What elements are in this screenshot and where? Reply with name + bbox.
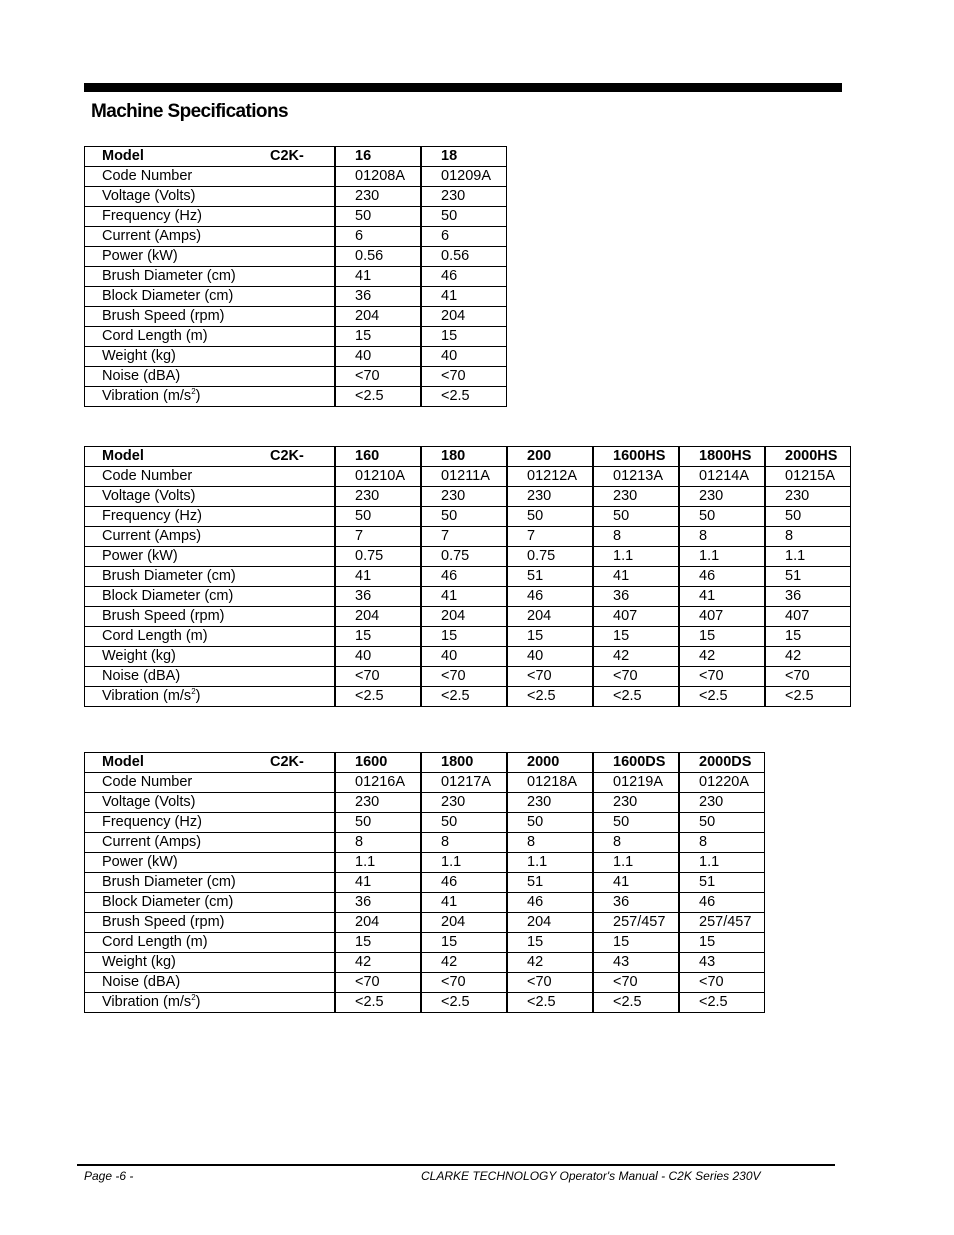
spec-table-1 xyxy=(84,146,507,407)
table-row xyxy=(85,627,851,647)
vibration-label-close: ) xyxy=(195,688,201,704)
table-cell: 204 xyxy=(335,307,421,327)
table-row xyxy=(85,607,851,627)
table-cell: 15 xyxy=(507,933,593,953)
table-cell: 230 xyxy=(335,187,421,207)
table-cell: 42 xyxy=(335,953,421,973)
table-cell: 8 xyxy=(679,527,765,547)
table-cell: 15 xyxy=(335,933,421,953)
table-row xyxy=(85,187,507,207)
table-cell: 46 xyxy=(421,873,507,893)
table-cell: 230 xyxy=(765,487,851,507)
model-header: 1800 xyxy=(421,753,507,773)
footer-manual-title: CLARKE TECHNOLOGY Operator's Manual - C2K Series 230V xyxy=(421,1169,761,1183)
row-label: Current (Amps) xyxy=(85,833,336,853)
table-cell: 50 xyxy=(507,813,593,833)
table-cell: 1.1 xyxy=(335,853,421,873)
table-cell: 7 xyxy=(335,527,421,547)
vibration-label-exponent: 2 xyxy=(191,687,196,697)
row-label: Block Diameter (cm) xyxy=(85,287,336,307)
table-cell: 01216A xyxy=(335,773,421,793)
table-cell: 46 xyxy=(421,567,507,587)
footer-rule xyxy=(77,1164,835,1166)
row-label: Brush Diameter (cm) xyxy=(85,267,336,287)
vibration-label-close: ) xyxy=(195,388,201,404)
table-cell: 41 xyxy=(335,567,421,587)
series-prefix: C2K- xyxy=(270,448,304,464)
model-label: Model xyxy=(102,448,144,464)
table-cell: 230 xyxy=(421,793,507,813)
row-label: Frequency (Hz) xyxy=(85,813,336,833)
table-cell: 0.75 xyxy=(335,547,421,567)
model-header: 1800HS xyxy=(679,447,765,467)
table-row xyxy=(85,367,507,387)
table-cell: 36 xyxy=(335,893,421,913)
table-cell: <2.5 xyxy=(593,687,679,707)
table-cell: 15 xyxy=(421,627,507,647)
model-label: Model xyxy=(102,148,144,164)
table-cell: 42 xyxy=(507,953,593,973)
table-cell: <70 xyxy=(679,973,765,993)
table-row xyxy=(85,307,507,327)
table-row xyxy=(85,893,765,913)
table-header-row xyxy=(85,753,765,773)
table-cell: 36 xyxy=(593,587,679,607)
table-cell: 1.1 xyxy=(507,853,593,873)
table-cell: 7 xyxy=(507,527,593,547)
table-cell: 204 xyxy=(421,913,507,933)
table-cell: 230 xyxy=(421,487,507,507)
table-row xyxy=(85,467,851,487)
table-cell: <70 xyxy=(507,667,593,687)
row-label: Code Number xyxy=(85,773,336,793)
model-label: Model xyxy=(102,754,144,770)
table-cell: 40 xyxy=(335,647,421,667)
table-cell: 1.1 xyxy=(765,547,851,567)
table-row xyxy=(85,647,851,667)
table-cell: <2.5 xyxy=(335,993,421,1013)
table-cell: 01208A xyxy=(335,167,421,187)
table-cell: <2.5 xyxy=(679,993,765,1013)
table-cell: 50 xyxy=(507,507,593,527)
table-cell: 41 xyxy=(421,587,507,607)
table-cell: 01214A xyxy=(679,467,765,487)
table-row xyxy=(85,913,765,933)
row-label xyxy=(85,687,336,707)
table-cell: 40 xyxy=(507,647,593,667)
table-row xyxy=(85,587,851,607)
table-cell: 8 xyxy=(421,833,507,853)
table-row xyxy=(85,773,765,793)
table-cell: 1.1 xyxy=(679,547,765,567)
table-cell: <2.5 xyxy=(421,687,507,707)
model-header: 200 xyxy=(507,447,593,467)
table-cell: 204 xyxy=(421,607,507,627)
table-row xyxy=(85,247,507,267)
row-label: Cord Length (m) xyxy=(85,327,336,347)
table-cell: <70 xyxy=(421,667,507,687)
table-cell: 407 xyxy=(679,607,765,627)
table-row xyxy=(85,507,851,527)
table-cell: 15 xyxy=(507,627,593,647)
table-cell: 1.1 xyxy=(593,547,679,567)
vibration-label-close: ) xyxy=(195,994,201,1010)
table-cell: 01215A xyxy=(765,467,851,487)
table-row xyxy=(85,287,507,307)
row-label: Block Diameter (cm) xyxy=(85,587,336,607)
table-cell: <2.5 xyxy=(765,687,851,707)
table-cell: 50 xyxy=(679,507,765,527)
table-row xyxy=(85,227,507,247)
table-row xyxy=(85,487,851,507)
row-label: Cord Length (m) xyxy=(85,933,336,953)
table-cell: 8 xyxy=(507,833,593,853)
row-label: Voltage (Volts) xyxy=(85,487,336,507)
table-cell: 41 xyxy=(335,267,421,287)
model-header-cell xyxy=(85,147,336,167)
table-cell: 41 xyxy=(593,567,679,587)
table-cell: 46 xyxy=(421,267,507,287)
table-cell: 50 xyxy=(335,813,421,833)
table-cell: 8 xyxy=(335,833,421,853)
row-label: Power (kW) xyxy=(85,547,336,567)
series-prefix: C2K- xyxy=(270,148,304,164)
header-rule xyxy=(84,83,842,92)
table-row xyxy=(85,207,507,227)
table-cell: 41 xyxy=(593,873,679,893)
table-cell: 42 xyxy=(765,647,851,667)
table-cell: 01219A xyxy=(593,773,679,793)
table-cell: 01213A xyxy=(593,467,679,487)
model-header-cell xyxy=(85,447,336,467)
table-cell: 15 xyxy=(593,933,679,953)
table-cell: 50 xyxy=(593,507,679,527)
table-cell: <70 xyxy=(765,667,851,687)
table-cell: 46 xyxy=(507,893,593,913)
table-cell: 42 xyxy=(679,647,765,667)
table-cell: 1.1 xyxy=(679,853,765,873)
row-label: Weight (kg) xyxy=(85,953,336,973)
table-cell: 42 xyxy=(421,953,507,973)
table-cell: 15 xyxy=(593,627,679,647)
table-cell: 41 xyxy=(679,587,765,607)
table-cell: 230 xyxy=(679,487,765,507)
table-cell: 51 xyxy=(765,567,851,587)
table-cell: 46 xyxy=(507,587,593,607)
table-cell: <70 xyxy=(507,973,593,993)
row-label: Weight (kg) xyxy=(85,347,336,367)
table-cell: 407 xyxy=(765,607,851,627)
page-title: Machine Specifications xyxy=(91,101,288,122)
table-cell: 15 xyxy=(679,627,765,647)
row-label: Cord Length (m) xyxy=(85,627,336,647)
row-label: Noise (dBA) xyxy=(85,667,336,687)
row-label: Current (Amps) xyxy=(85,227,336,247)
table-cell: <2.5 xyxy=(679,687,765,707)
table-row xyxy=(85,347,507,367)
row-label: Code Number xyxy=(85,467,336,487)
model-header: 1600HS xyxy=(593,447,679,467)
table-header-row xyxy=(85,147,507,167)
table-cell: 41 xyxy=(421,893,507,913)
table-cell: 50 xyxy=(765,507,851,527)
row-label: Frequency (Hz) xyxy=(85,507,336,527)
model-header-cell xyxy=(85,753,336,773)
model-header: 2000DS xyxy=(679,753,765,773)
table-cell: <2.5 xyxy=(507,687,593,707)
row-label: Noise (dBA) xyxy=(85,367,336,387)
row-label: Block Diameter (cm) xyxy=(85,893,336,913)
table-row xyxy=(85,993,765,1013)
table-cell: 36 xyxy=(593,893,679,913)
table-cell: 204 xyxy=(335,913,421,933)
table-cell: 01217A xyxy=(421,773,507,793)
row-label: Brush Diameter (cm) xyxy=(85,567,336,587)
row-label: Brush Speed (rpm) xyxy=(85,307,336,327)
table-cell: 230 xyxy=(507,487,593,507)
table-cell: <70 xyxy=(679,667,765,687)
table-cell: <2.5 xyxy=(421,993,507,1013)
table-cell: 230 xyxy=(593,793,679,813)
table-cell: <70 xyxy=(335,367,421,387)
table-cell: <70 xyxy=(335,973,421,993)
row-label: Voltage (Volts) xyxy=(85,793,336,813)
spec-table-2 xyxy=(84,446,851,707)
table-row xyxy=(85,853,765,873)
table-cell: 0.56 xyxy=(335,247,421,267)
table-cell: 15 xyxy=(421,933,507,953)
table-cell: 257/457 xyxy=(679,913,765,933)
table-cell: 230 xyxy=(507,793,593,813)
vibration-label-exponent: 2 xyxy=(191,387,196,397)
table-cell: 204 xyxy=(507,607,593,627)
row-label: Power (kW) xyxy=(85,853,336,873)
table-cell: 46 xyxy=(679,893,765,913)
row-label: Voltage (Volts) xyxy=(85,187,336,207)
table-cell: 42 xyxy=(593,647,679,667)
table-cell: 15 xyxy=(335,627,421,647)
table-cell: <2.5 xyxy=(421,387,507,407)
table-cell: 257/457 xyxy=(593,913,679,933)
table-row xyxy=(85,667,851,687)
table-cell: 8 xyxy=(679,833,765,853)
row-label: Code Number xyxy=(85,167,336,187)
table-cell: 204 xyxy=(335,607,421,627)
table-row xyxy=(85,873,765,893)
table-cell: 1.1 xyxy=(593,853,679,873)
table-cell: 15 xyxy=(679,933,765,953)
table-cell: 01218A xyxy=(507,773,593,793)
table-cell: 407 xyxy=(593,607,679,627)
table-row xyxy=(85,833,765,853)
table-cell: 0.75 xyxy=(421,547,507,567)
table-cell: <70 xyxy=(421,973,507,993)
table-cell: <70 xyxy=(593,973,679,993)
row-label xyxy=(85,387,336,407)
table-cell: 41 xyxy=(421,287,507,307)
table-cell: <70 xyxy=(335,667,421,687)
row-label: Brush Diameter (cm) xyxy=(85,873,336,893)
table-cell: 46 xyxy=(679,567,765,587)
table-row xyxy=(85,953,765,973)
vibration-label-exponent: 2 xyxy=(191,993,196,1003)
table-cell: 01209A xyxy=(421,167,507,187)
row-label: Brush Speed (rpm) xyxy=(85,607,336,627)
table-cell: 40 xyxy=(335,347,421,367)
table-cell: 51 xyxy=(679,873,765,893)
table-cell: <2.5 xyxy=(335,387,421,407)
table-row xyxy=(85,813,765,833)
row-label: Frequency (Hz) xyxy=(85,207,336,227)
table-cell: 8 xyxy=(765,527,851,547)
row-label: Weight (kg) xyxy=(85,647,336,667)
model-header: 2000HS xyxy=(765,447,851,467)
table-cell: 51 xyxy=(507,567,593,587)
table-cell: 40 xyxy=(421,347,507,367)
table-cell: 0.75 xyxy=(507,547,593,567)
table-row xyxy=(85,567,851,587)
model-header: 1600 xyxy=(335,753,421,773)
table-row xyxy=(85,547,851,567)
spec-table-3 xyxy=(84,752,765,1013)
vibration-label-text: Vibration (m/s xyxy=(102,388,192,404)
table-header-row xyxy=(85,447,851,467)
row-label xyxy=(85,993,336,1013)
table-cell: 204 xyxy=(421,307,507,327)
table-cell: 6 xyxy=(335,227,421,247)
table-row xyxy=(85,167,507,187)
table-cell: 1.1 xyxy=(421,853,507,873)
series-prefix: C2K- xyxy=(270,754,304,770)
row-label: Power (kW) xyxy=(85,247,336,267)
table-cell: 50 xyxy=(421,813,507,833)
table-cell: 51 xyxy=(507,873,593,893)
table-cell: 6 xyxy=(421,227,507,247)
row-label: Current (Amps) xyxy=(85,527,336,547)
table-row xyxy=(85,327,507,347)
table-cell: 01211A xyxy=(421,467,507,487)
table-row xyxy=(85,933,765,953)
model-header: 16 xyxy=(335,147,421,167)
table-cell: 50 xyxy=(335,207,421,227)
table-cell: 8 xyxy=(593,833,679,853)
table-cell: 230 xyxy=(593,487,679,507)
table-cell: 50 xyxy=(421,207,507,227)
table-cell: 01210A xyxy=(335,467,421,487)
table-cell: <2.5 xyxy=(593,993,679,1013)
table-row xyxy=(85,387,507,407)
table-cell: 01212A xyxy=(507,467,593,487)
model-header: 1600DS xyxy=(593,753,679,773)
table-cell: 41 xyxy=(335,873,421,893)
table-cell: 43 xyxy=(679,953,765,973)
table-cell: 50 xyxy=(679,813,765,833)
table-cell: 7 xyxy=(421,527,507,547)
table-cell: 15 xyxy=(335,327,421,347)
table-row xyxy=(85,267,507,287)
table-row xyxy=(85,687,851,707)
table-row xyxy=(85,973,765,993)
table-cell: <2.5 xyxy=(507,993,593,1013)
table-cell: <2.5 xyxy=(335,687,421,707)
vibration-label-text: Vibration (m/s xyxy=(102,994,192,1010)
model-header: 180 xyxy=(421,447,507,467)
table-cell: 8 xyxy=(593,527,679,547)
table-row xyxy=(85,527,851,547)
table-cell: 50 xyxy=(593,813,679,833)
row-label: Noise (dBA) xyxy=(85,973,336,993)
table-cell: 43 xyxy=(593,953,679,973)
table-cell: 0.56 xyxy=(421,247,507,267)
footer-page-number: Page -6 - xyxy=(84,1169,134,1183)
row-label: Brush Speed (rpm) xyxy=(85,913,336,933)
table-cell: 204 xyxy=(507,913,593,933)
table-cell: 15 xyxy=(421,327,507,347)
table-cell: <70 xyxy=(421,367,507,387)
model-header: 160 xyxy=(335,447,421,467)
model-header: 18 xyxy=(421,147,507,167)
table-cell: 230 xyxy=(421,187,507,207)
table-cell: 36 xyxy=(335,287,421,307)
vibration-label-text: Vibration (m/s xyxy=(102,688,192,704)
table-cell: 01220A xyxy=(679,773,765,793)
table-cell: 230 xyxy=(335,487,421,507)
table-cell: 40 xyxy=(421,647,507,667)
table-row xyxy=(85,793,765,813)
table-cell: 36 xyxy=(335,587,421,607)
table-cell: 50 xyxy=(421,507,507,527)
table-cell: 230 xyxy=(679,793,765,813)
table-cell: 230 xyxy=(335,793,421,813)
model-header: 2000 xyxy=(507,753,593,773)
table-cell: 15 xyxy=(765,627,851,647)
table-cell: 50 xyxy=(335,507,421,527)
table-cell: 36 xyxy=(765,587,851,607)
table-cell: <70 xyxy=(593,667,679,687)
